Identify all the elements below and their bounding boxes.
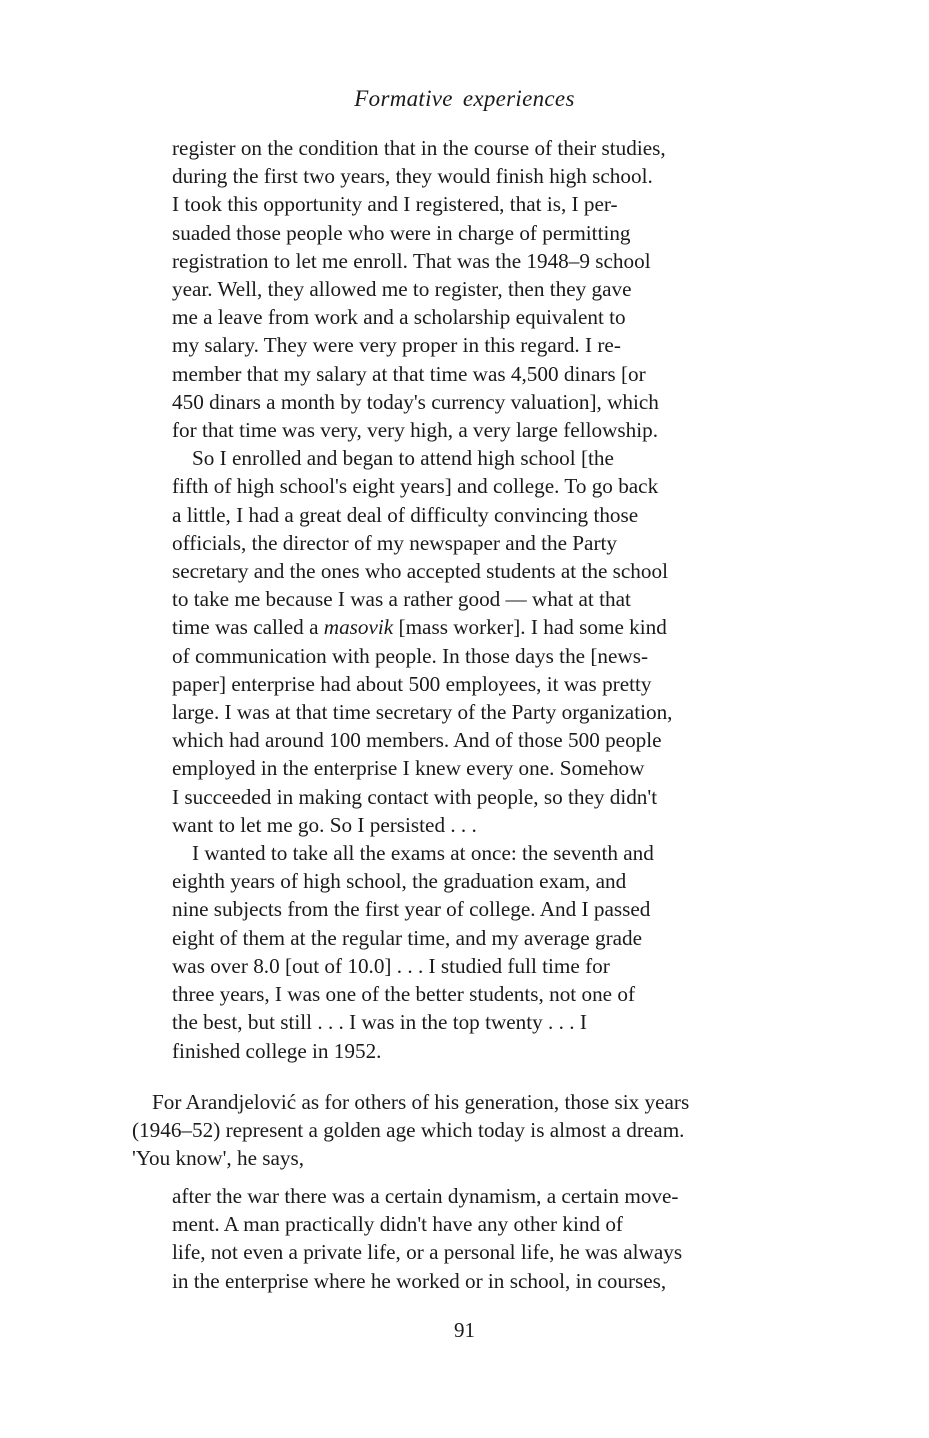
text-line: was over 8.0 [out of 10.0] . . . I studied full time for <box>172 953 610 978</box>
text-line: officials, the director of my newspaper and the Party <box>172 530 617 555</box>
text-line: 'You know', he says, <box>132 1146 305 1171</box>
text-line: after the war there was a certain dynamism, a certain move- <box>172 1184 679 1208</box>
body-paragraph <box>132 1088 812 1173</box>
text-line: registration to let me enroll. That was the 1948–9 school <box>172 248 651 273</box>
text-line: I succeeded in making contact with people, so they didn't <box>172 784 658 809</box>
text-line: nine subjects from the first year of college. And I passed <box>172 897 651 922</box>
text-line: the best, but still . . . I was in the top twenty . . . I <box>172 1010 587 1035</box>
text-line: in the enterprise where he worked or in school, in courses, <box>172 1268 667 1293</box>
italic-term: masovik <box>323 615 394 640</box>
text-line: secretary and the ones who accepted students at the school <box>172 559 668 584</box>
text-line: for that time was very, very high, a very large fellowship. <box>172 418 658 443</box>
text-line: 450 dinars a month by today's currency valuation], which <box>172 389 659 414</box>
text-line: paper] enterprise had about 500 employees, it was pretty <box>172 671 652 696</box>
text-line: want to let me go. So I persisted . . . <box>172 812 477 837</box>
text-line: a little, I had a great deal of difficulty convincing those <box>172 502 639 527</box>
text-line: (1946–52) represent a golden age which today is almost a dream. <box>132 1118 685 1143</box>
text-line: suaded those people who were in charge of permitting <box>172 220 631 245</box>
text-fragment: time was called a <box>172 615 324 640</box>
text-line: to take me because I was a rather good — what at that <box>172 587 631 612</box>
text-fragment: [mass worker]. I had some kind <box>393 615 667 640</box>
text-line: ment. A man practically didn't have any other kind of <box>172 1212 623 1237</box>
page-number: 91 <box>454 1318 475 1342</box>
text-line: So I enrolled and began to attend high school [the <box>192 446 614 471</box>
text-line: three years, I was one of the better students, not one of <box>172 982 636 1007</box>
text-line: during the first two years, they would finish high school. <box>172 164 653 189</box>
text-line: register on the condition that in the course of their studies, <box>172 136 666 160</box>
text-line: For Arandjelović as for others of his generation, those six years <box>152 1090 690 1114</box>
text-line: me a leave from work and a scholarship equivalent to <box>172 305 626 330</box>
text-line: finished college in 1952. <box>172 1038 382 1063</box>
text-line: eighth years of high school, the graduation exam, and <box>172 869 627 894</box>
block-quote-golden-age <box>172 1182 812 1295</box>
text-line: fifth of high school's eight years] and college. To go back <box>172 474 659 499</box>
text-line: my salary. They were very proper in this regard. I re- <box>172 333 621 358</box>
text-line: year. Well, they allowed me to register, then they gave <box>172 277 632 302</box>
quote-paragraph <box>172 1182 812 1295</box>
text-line: I took this opportunity and I registered, that is, I per- <box>172 192 618 217</box>
text-line-with-italic <box>172 613 812 641</box>
text-line: of communication with people. In those days the [news- <box>172 643 649 668</box>
quote-paragraph-1 <box>172 134 812 444</box>
text-line: employed in the enterprise I knew every one. Somehow <box>172 756 645 781</box>
text-line: eight of them at the regular time, and my average grade <box>172 925 643 950</box>
quote-paragraph-2 <box>172 444 812 839</box>
block-quote-interview <box>172 134 812 1065</box>
text-line: member that my salary at that time was 4,500 dinars [or <box>172 361 646 386</box>
running-head: Formative experiences <box>354 86 575 111</box>
text-line: which had around 100 members. And of those 500 people <box>172 728 662 753</box>
text-line: large. I was at that time secretary of the Party organization, <box>172 700 673 725</box>
text-line: life, not even a private life, or a personal life, he was always <box>172 1240 683 1265</box>
quote-paragraph-3 <box>172 839 812 1065</box>
text-line: I wanted to take all the exams at once: the seventh and <box>192 841 654 866</box>
